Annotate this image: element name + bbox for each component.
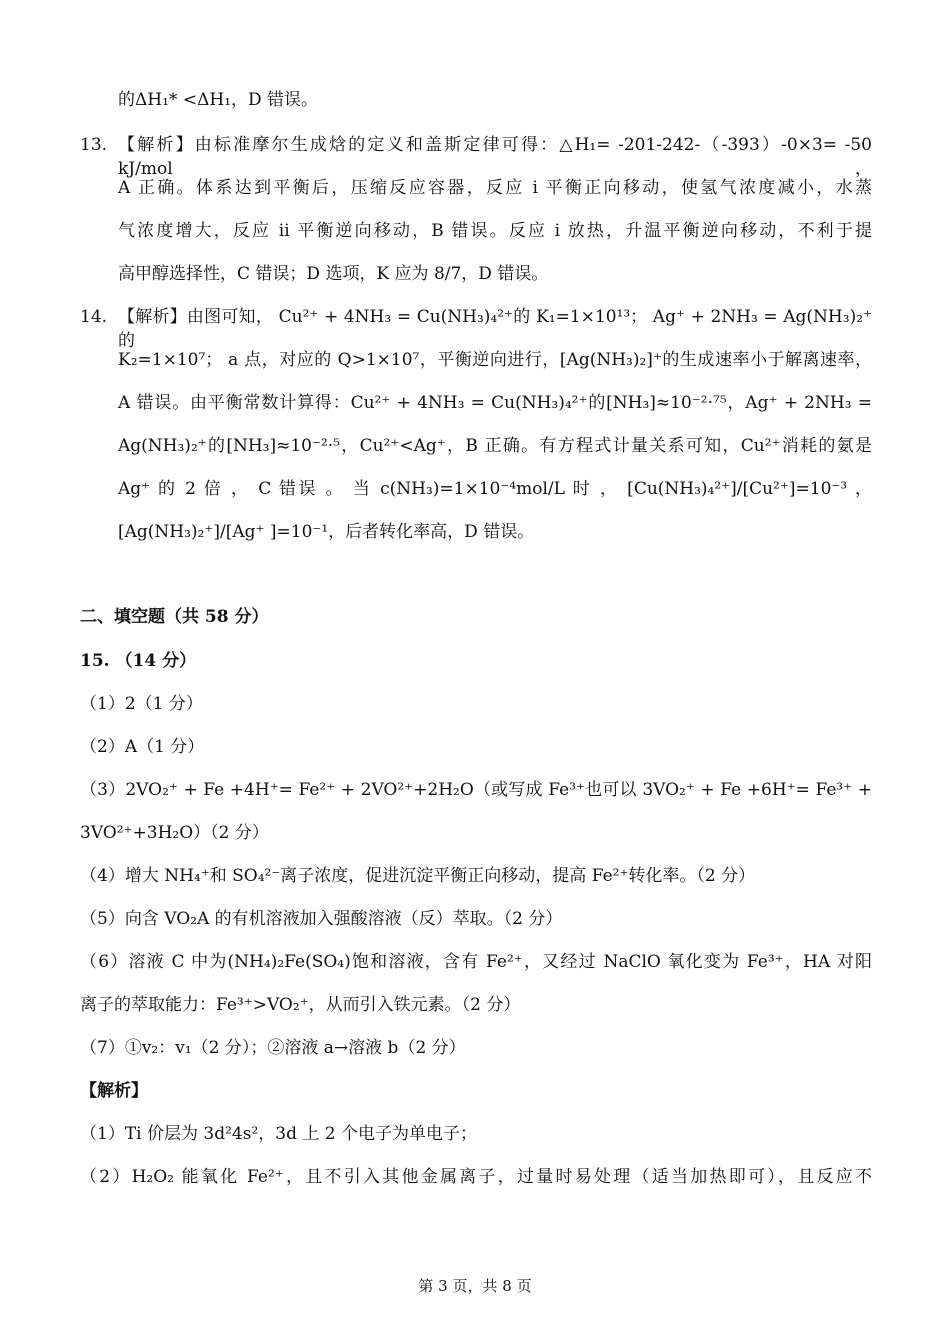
q15-answer-6-cont: 离子的萃取能力：Fe³⁺>VO₂⁺，从而引入铁元素。（2 分） xyxy=(80,995,521,1015)
q13-line-4: 高甲醇选择性，C 错误；D 选项，K 应为 8/7，D 错误。 xyxy=(118,264,549,284)
q12-tail: 的ΔH₁* <ΔH₁，D 错误。 xyxy=(118,90,319,110)
analysis-label: 【解析】 xyxy=(80,1081,148,1101)
q14-line-6: [Ag(NH₃)₂⁺]/[Ag⁺ ]=10⁻¹，后者转化率高，D 错误。 xyxy=(118,522,535,542)
q15-answer-3: （3）2VO₂⁺ + Fe +4H⁺= Fe²⁺ + 2VO²⁺+2H₂O（或写成 Fe³⁺也可以 3VO₂⁺ + Fe +6H⁺= Fe³⁺ + xyxy=(80,780,872,800)
analysis-line-1: （1）Ti 价层为 3d²4s²，3d 上 2 个电子为单电子； xyxy=(80,1124,477,1144)
q14-number: 14. xyxy=(80,307,108,327)
q14-line-3: A 错误。由平衡常数计算得：Cu²⁺ + 4NH₃ = Cu(NH₃)₄²⁺的[NH₃]≈10⁻²·⁷⁵，Ag⁺ + 2NH₃ = xyxy=(118,393,872,413)
q14-line-2: K₂=1×10⁷； a 点，对应的 Q>1×10⁷，平衡逆向进行，[Ag(NH₃)₂]⁺的生成速率小于解离速率， xyxy=(118,350,872,370)
q14-line-1: 【解析】由图可知， Cu²⁺ + 4NH₃ = Cu(NH₃)₄²⁺的 K₁=1×10¹³； Ag⁺ + 2NH₃ = Ag(NH₃)₂⁺的 xyxy=(118,307,872,351)
analysis-line-2: （2）H₂O₂ 能氧化 Fe²⁺，且不引入其他金属离子，过量时易处理（适当加热即可），且反应不 xyxy=(80,1167,872,1187)
q14-line-4: Ag(NH₃)₂⁺的[NH₃]≈10⁻²·⁵，Cu²⁺<Ag⁺，B 正确。有方程式计量关系可知，Cu²⁺消耗的氨是 xyxy=(118,436,872,456)
page-footer: 第 3 页，共 8 页 xyxy=(418,1277,532,1295)
q15-answer-6: （6）溶液 C 中为(NH₄)₂Fe(SO₄)饱和溶液，含有 Fe²⁺，又经过 NaClO 氧化变为 Fe³⁺，HA 对阳 xyxy=(80,952,872,972)
q13-line-3: 气浓度增大，反应 ii 平衡逆向移动，B 错误。反应 i 放热，升温平衡逆向移动，不利于提 xyxy=(118,221,872,241)
q15-answer-4: （4）增大 NH₄⁺和 SO₄²⁻离子浓度，促进沉淀平衡正向移动，提高 Fe²⁺转化率。（2 分） xyxy=(80,866,756,886)
q15-answer-7: （7）①v₂：v₁（2 分）；②溶液 a→溶液 b（2 分） xyxy=(80,1038,466,1058)
q15-answer-5: （5）向含 VO₂A 的有机溶液加入强酸溶液（反）萃取。（2 分） xyxy=(80,909,563,929)
q14-line-5: Ag⁺ 的 2 倍 ， C 错误 。 当 c(NH₃)=1×10⁻⁴mol/L 时 ， [Cu(NH₃)₄²⁺]/[Cu²⁺]=10⁻³ ， xyxy=(118,479,872,499)
q13-line-1: 【解析】由标准摩尔生成焓的定义和盖斯定律可得：△H₁= -201-242-（-393）-0×3= -50 kJ/mol， xyxy=(118,135,872,179)
q15-answer-3-cont: 3VO²⁺+3H₂O）（2 分） xyxy=(80,823,269,843)
q13-line-2: A 正确。体系达到平衡后，压缩反应容器，反应 i 平衡正向移动，使氢气浓度减小，水蒸 xyxy=(118,178,872,198)
q15-answer-1: （1）2（1 分） xyxy=(80,694,203,714)
q15-title: 15. （14 分） xyxy=(80,651,197,671)
q15-answer-2: （2）A（1 分） xyxy=(80,737,205,757)
section-title: 二、填空题（共 58 分） xyxy=(80,607,269,627)
q13-number: 13. xyxy=(80,135,108,155)
